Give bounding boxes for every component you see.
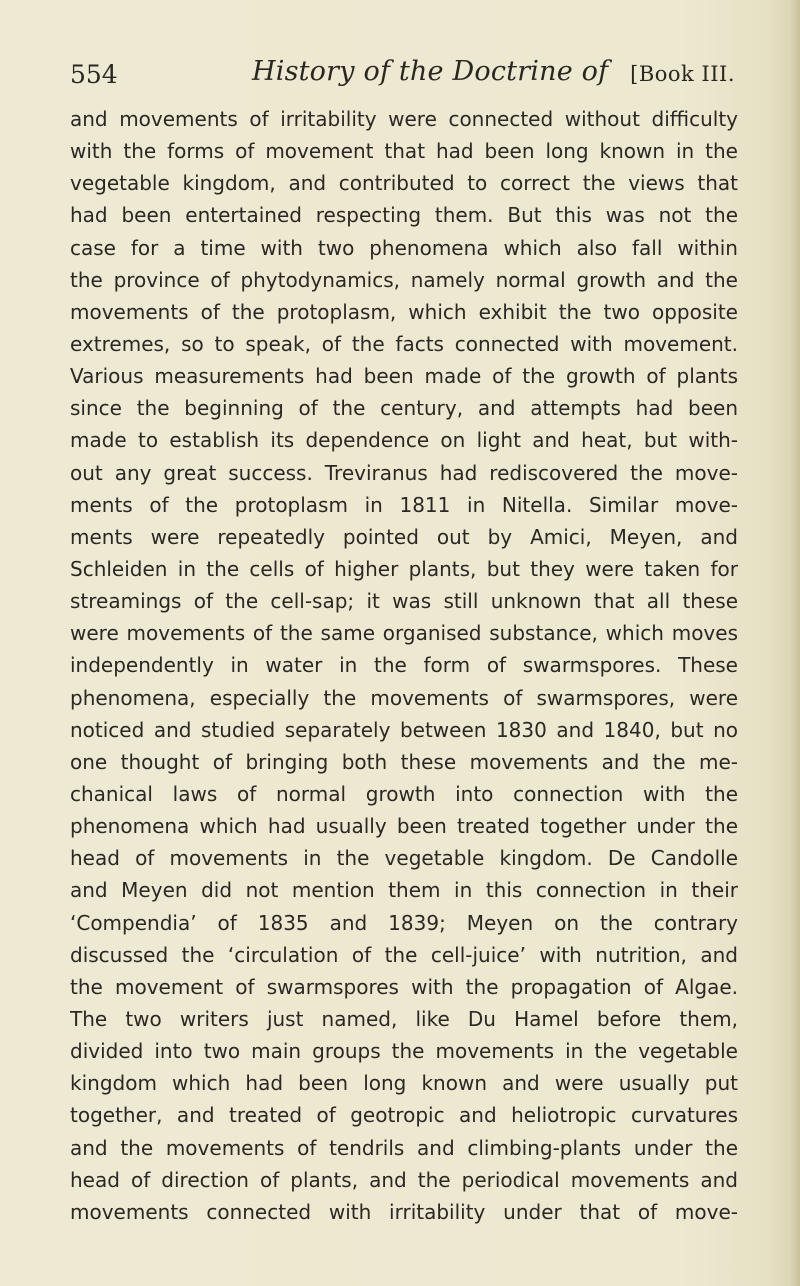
text-line: extremes, so to speak, of the facts connected with movement. [70, 331, 738, 356]
text-line: divided into two main groups the movements in the vegetable [70, 1039, 738, 1064]
text-line: one thought of bringing both these movements and the me- [70, 749, 738, 774]
text-line: noticed and studied separately between 1830 and 1840, but no [70, 717, 738, 742]
text-line: chanical laws of normal growth into connection with the [70, 781, 738, 806]
text-line: head of direction of plants, and the periodical movements and [70, 1167, 738, 1192]
running-title: History of the Doctrine of [252, 56, 609, 87]
text-line: phenomena, especially the movements of swarmspores, were [70, 685, 738, 710]
text-line: had been entertained respecting them. But this was not the [70, 203, 738, 228]
text-line: Schleiden in the cells of higher plants, but they were taken for [70, 556, 738, 581]
text-line: Various measurements had been made of the growth of plants [70, 364, 738, 389]
page-edge-shadow [790, 0, 800, 1286]
text-line: movements of the protoplasm, which exhibit the two opposite [70, 299, 738, 324]
text-line: case for a time with two phenomena which also fall within [70, 235, 738, 260]
text-line: discussed the ‘circulation of the cell-juice’ with nutrition, and [70, 942, 738, 967]
text-line: ments of the protoplasm in 1811 in Nitella. Similar move- [70, 492, 738, 517]
text-line: independently in water in the form of swarmspores. These [70, 653, 738, 678]
text-line: The two writers just named, like Du Hamel before them, [70, 1006, 738, 1031]
page-header [70, 56, 735, 96]
text-line: were movements of the same organised substance, which moves [70, 621, 738, 646]
text-line: ‘Compendia’ of 1835 and 1839; Meyen on the contrary [70, 910, 738, 935]
text-line: streamings of the cell-sap; it was still unknown that all these [70, 589, 738, 614]
text-line: head of movements in the vegetable kingdom. De Candolle [70, 846, 738, 871]
text-line: vegetable kingdom, and contributed to correct the views that [70, 171, 738, 196]
text-line: made to establish its dependence on light and heat, but with- [70, 428, 738, 453]
text-line: phenomena which had usually been treated together under the [70, 814, 738, 839]
text-line: together, and treated of geotropic and heliotropic curvatures [70, 1103, 738, 1128]
body-paragraph [70, 103, 738, 1228]
text-line: and the movements of tendrils and climbing-plants under the [70, 1135, 738, 1160]
text-line: out any great success. Treviranus had rediscovered the move- [70, 460, 738, 485]
text-line: movements connected with irritability under that of move- [70, 1199, 738, 1224]
text-line: since the beginning of the century, and attempts had been [70, 396, 738, 421]
text-line: with the forms of movement that had been long known in the [70, 139, 738, 164]
text-line: the province of phytodynamics, namely normal growth and the [70, 267, 738, 292]
text-line: the movement of swarmspores with the propagation of Algae. [70, 974, 738, 999]
text-line: ments were repeatedly pointed out by Amici, Meyen, and [70, 524, 738, 549]
text-line: and Meyen did not mention them in this connection in their [70, 878, 738, 903]
text-line: kingdom which had been long known and were usually put [70, 1071, 738, 1096]
book-reference: [Book III. [630, 62, 735, 86]
text-line: and movements of irritability were connected without difficulty [70, 107, 738, 131]
page-number: 554 [70, 60, 118, 89]
